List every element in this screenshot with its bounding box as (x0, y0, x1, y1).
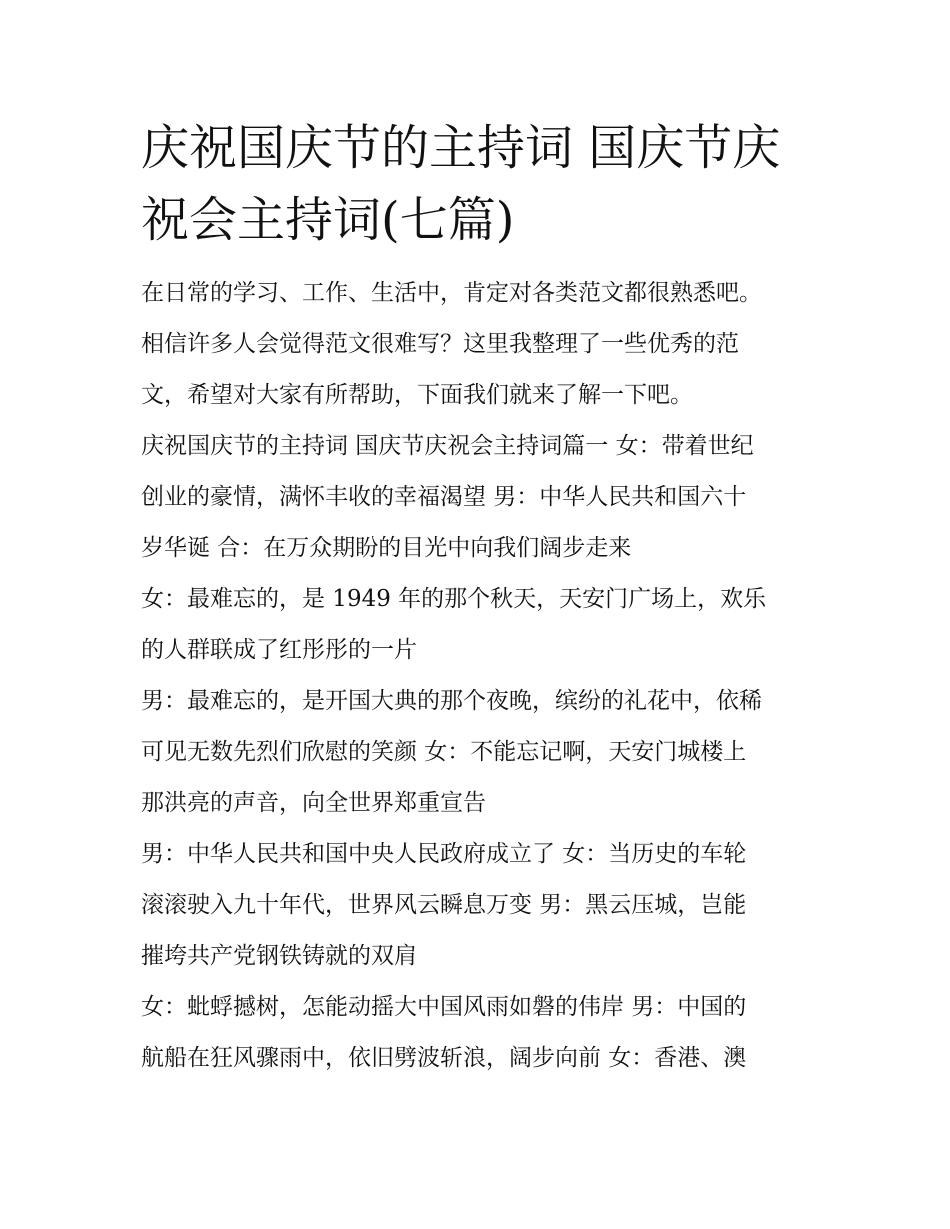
body-line: 滚滚驶入九十年代，世界风云瞬息万变 男：黑云压城，岂能 (141, 892, 747, 918)
body-line: 文，希望对大家有所帮助，下面我们就来了解一下吧。 (141, 382, 693, 408)
body-line: 创业的豪情，满怀丰收的幸福渴望 男：中华人民共和国六十 (141, 484, 747, 510)
title-line-1: 庆祝国庆节的主持词 国庆节庆 (141, 120, 781, 176)
body-line: 摧垮共产党钢铁铸就的双肩 (141, 943, 417, 969)
document-body (141, 268, 813, 1084)
document-title (141, 112, 813, 256)
body-line: 岁华诞 合：在万众期盼的目光中向我们阔步走来 (141, 535, 632, 561)
body-line: 航船在狂风骤雨中，依旧劈波斩浪，阔步向前 女：香港、澳 (141, 1045, 747, 1071)
title-line-2: 祝会主持词(七篇) (141, 192, 515, 248)
body-line: 庆祝国庆节的主持词 国庆节庆祝会主持词篇一 女：带着世纪 (141, 433, 754, 459)
document-content (141, 112, 813, 1084)
body-line: 相信许多人会觉得范文很难写？这里我整理了一些优秀的范 (141, 331, 739, 357)
body-line: 的人群联成了红彤彤的一片 (141, 637, 417, 663)
body-line: 那洪亮的声音，向全世界郑重宣告 (141, 790, 486, 816)
body-line: 在日常的学习、工作、生活中，肯定对各类范文都很熟悉吧。 (141, 280, 762, 306)
body-line: 女：蚍蜉撼树，怎能动摇大中国风雨如磐的伟岸 男：中国的 (141, 994, 747, 1020)
body-line: 可见无数先烈们欣慰的笑颜 女：不能忘记啊，天安门城楼上 (141, 739, 747, 765)
body-line: 女：最难忘的，是 1949 年的那个秋天，天安门广场上，欢乐 (141, 586, 767, 612)
body-line: 男：最难忘的，是开国大典的那个夜晚，缤纷的礼花中，依稀 (141, 688, 762, 714)
body-line: 男：中华人民共和国中央人民政府成立了 女：当历史的车轮 (141, 841, 747, 867)
